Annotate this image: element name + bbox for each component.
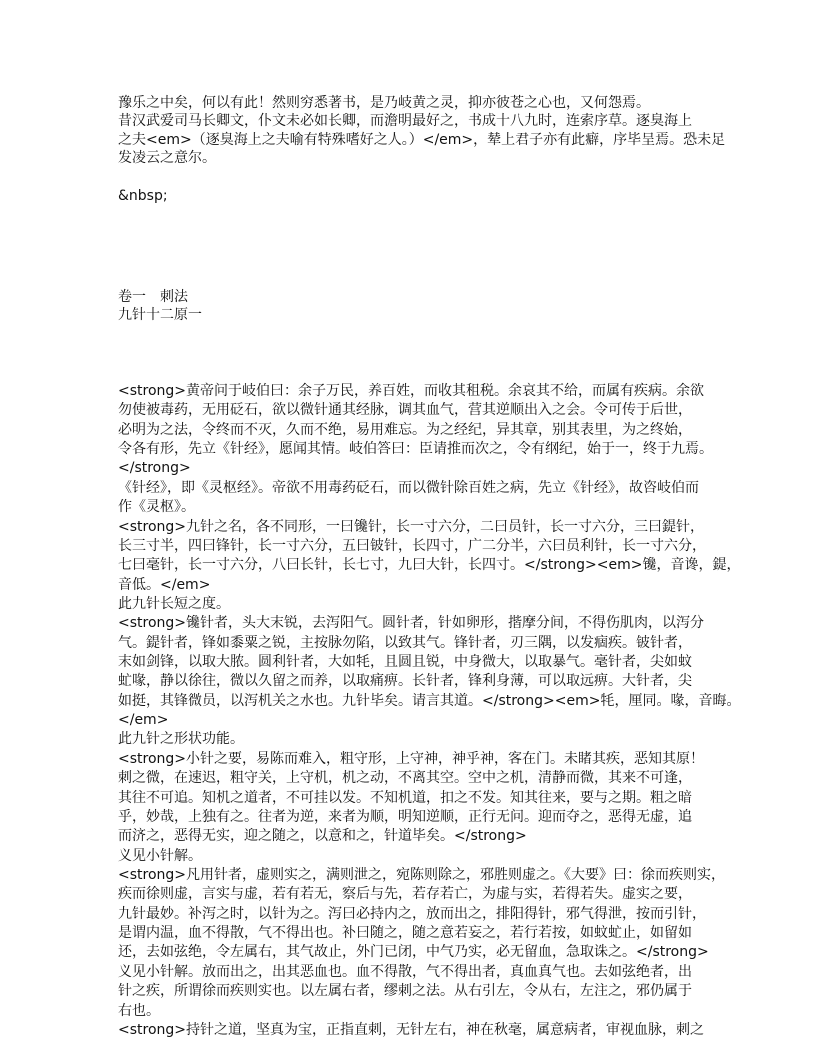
- text-line: 乎，妙哉，上独有之。往者为逆，来者为顺，明知逆顺，正行无问。迎而夺之，恶得无虚，追: [118, 808, 692, 825]
- text-line: 七曰毫针，长一寸六分，八曰长针，长七寸，九曰大针，长四寸。</strong><em>镵，音谗，鍉，: [118, 557, 741, 574]
- text-line: <strong>持针之道，坚真为宝，正指直刺，无针左右，神在秋毫，属意病者，审视血脉，刺之: [118, 1021, 705, 1038]
- text-line: 义见小针解。放而出之，出其恶血也。血不得散，气不得出者，真血真气也。去如弦绝者，出: [118, 963, 692, 980]
- text-line: 发凌云之意尔。: [118, 150, 216, 167]
- text-line: 其往不可追。知机之道者，不可挂以发。不知机道，扣之不发。知其往来，要与之期。粗之暗: [118, 789, 692, 806]
- text-line: 九针最妙。补泻之时，以针为之。泻曰必持内之，放而出之，排阳得针，邪气得泄，按而引针，: [118, 905, 706, 922]
- nbsp-text: &nbsp;: [118, 188, 168, 204]
- chapter-heading: [118, 288, 202, 324]
- text-line: 此九针长短之度。: [118, 595, 230, 612]
- text-line: <strong>九针之名，各不同形，一曰镵针，长一寸六分，二曰员针，长一寸六分，三曰鍉针，: [118, 518, 705, 535]
- main-text: [118, 382, 740, 1040]
- text-line: 末如剑锋，以取大脓。圆利针者，大如牦，且圆且锐，中身微大，以取暴气。毫针者，尖如蚊: [118, 654, 692, 671]
- text-line: 如挺，其锋微员，以泻机关之水也。九针毕矣。请言其道。</strong><em>牦，厘同。喙，音晦。: [118, 692, 741, 709]
- text-line: 之夫<em>（逐臭海上之夫喻有特殊嗜好之人。）</em>，辇上君子亦有此癖，序毕呈焉。恐未足: [118, 131, 726, 148]
- text-line: <strong>小针之要，易陈而难入，粗守形，上守神，神乎神，客在门。未睹其疾，恶知其原！: [118, 750, 705, 767]
- text-line: <strong>凡用针者，虚则实之，满则泄之，宛陈则除之，邪胜则虚之。《大要》曰：徐而疾则实，: [118, 866, 726, 883]
- text-line: 长三寸半，四曰锋针，长一寸六分，五曰铍针，长四寸，广二分半，六曰员利针，长一寸六分，: [118, 537, 706, 554]
- heading-line: 卷一 刺法: [118, 289, 188, 305]
- text-line: 音低。</em>: [118, 576, 211, 593]
- text-line: 令各有形，先立《针经》，愿闻其情。岐伯答曰：臣请推而次之，令有纲纪，始于一，终于九焉。: [118, 441, 713, 458]
- text-line: 《针经》，即《灵枢经》。帝欲不用毒药砭石，而以微针除百姓之病，先立《针经》，故咨岐伯而: [118, 479, 699, 496]
- text-line: 针之疾，所谓徐而疾则实也。以左属右者，缪刺之法。从右引左，令从右，左注之，邪仍属于: [118, 983, 692, 1000]
- text-line: <strong>镵针者，头大末锐，去泻阳气。圆针者，针如卵形，揩摩分间，不得伤肌肉，以泻分: [118, 615, 705, 632]
- text-line: <strong>黄帝问于岐伯曰：余子万民，养百姓，而收其租税。余哀其不给，而属有疾病。余欲: [118, 383, 705, 399]
- text-line: 右也。: [118, 1002, 160, 1019]
- text-line: </strong>: [118, 460, 191, 477]
- text-line: 必明为之法，令终而不灭，久而不绝，易用难忘。为之经纪，异其章，别其表里，为之终始，: [118, 421, 692, 438]
- text-line: 义见小针解。: [118, 847, 202, 864]
- text-line: 虻喙，静以徐往，微以久留之而养，以取痛痹。长针者，锋利身薄，可以取远痹。大针者，尖: [118, 673, 692, 690]
- text-line: 昔汉武爱司马长卿文，仆文未必如长卿，而澹明最好之，书成十八九时，连索序草。逐臭海上: [118, 113, 692, 130]
- text-line: 疾而徐则虚，言实与虚，若有若无，察后与先，若存若亡，为虚与实，若得若失。虚实之要，: [118, 886, 692, 903]
- heading-line: 九针十二原一: [118, 307, 202, 323]
- text-line: 刺之微，在速迟，粗守关，上守机，机之动，不离其空。空中之机，清静而微，其来不可逢，: [118, 770, 692, 787]
- text-line: 此九针之形状功能。: [118, 731, 244, 748]
- text-line: 而济之，恶得无实，迎之随之，以意和之，针道毕矣。</strong>: [118, 828, 527, 845]
- text-line: 是谓内温，血不得散，气不得出也。补曰随之，随之意若妄之，若行若按，如蚊虻止，如留如: [118, 925, 692, 942]
- text-line: </em>: [118, 712, 169, 729]
- text-line: 勿使被毒药，无用砭石，欲以微针通其经脉，调其血气，营其逆顺出入之会。令可传于后世，: [118, 402, 692, 419]
- text-line: 豫乐之中矣，何以有此！然则穷悉著书，是乃岐黄之灵，抑亦彼苍之心也，又何怨焉。: [118, 95, 650, 111]
- nbsp-line: [118, 187, 168, 205]
- text-line: 还，去如弦绝，令左属右，其气故止，外门已闭，中气乃实，必无留血，急取诛之。</strong>: [118, 944, 709, 961]
- text-line: 作《灵枢》。: [118, 499, 195, 516]
- intro-paragraphs: [118, 94, 725, 168]
- text-line: 气。鍉针者，锋如黍粟之锐，主按脉勿陷，以致其气。锋针者，刃三隅，以发痼疾。铍针者，: [118, 634, 692, 651]
